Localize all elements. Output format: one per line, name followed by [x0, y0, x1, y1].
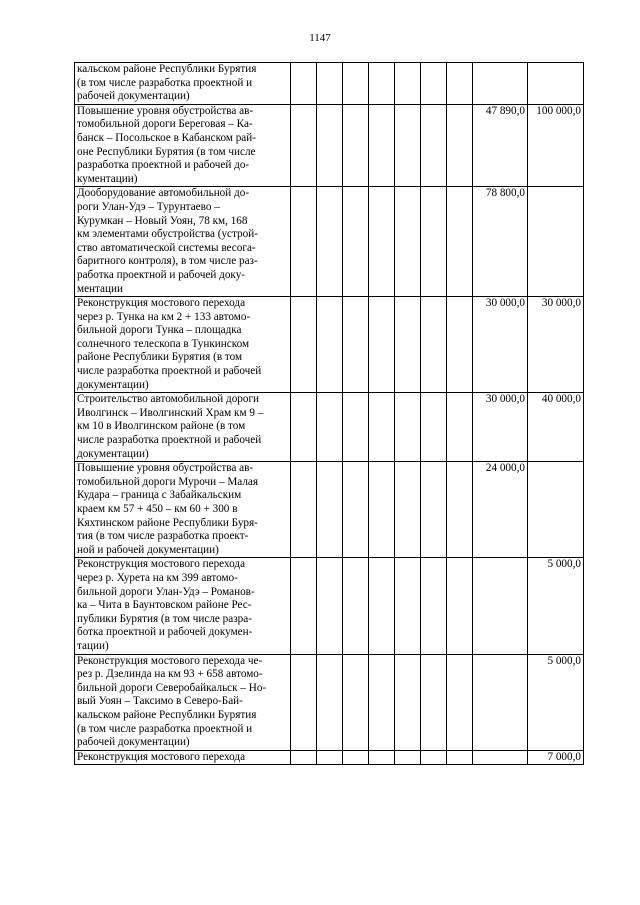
- amount-cell: [421, 187, 447, 297]
- amount-cell: [421, 654, 447, 750]
- budget-table: [74, 62, 584, 765]
- amount-cell: [447, 297, 473, 393]
- table-row: [75, 393, 584, 462]
- amount-cell: [528, 63, 584, 105]
- project-name-cell: Реконструкция мостового перехода че- рез р. Дзелинда на км 93 + 658 автомо- бильной дороги Северобайкальск – Но- вый Уоян – Таксимо в Северо-Бай- кальском районе Республики Бурятия (в том числе разработка проектной и рабочей документации): [75, 654, 291, 750]
- amount-cell: [421, 750, 447, 765]
- amount-cell: [447, 393, 473, 462]
- amount-cell: 30 000,0: [473, 297, 528, 393]
- amount-cell: 30 000,0: [473, 393, 528, 462]
- amount-cell: 40 000,0: [528, 393, 584, 462]
- amount-cell: [369, 750, 395, 765]
- amount-cell: [421, 462, 447, 558]
- amount-cell: [317, 63, 343, 105]
- amount-cell: [343, 654, 369, 750]
- amount-cell: [343, 462, 369, 558]
- project-name-cell: Реконструкция мостового перехода: [75, 750, 291, 765]
- amount-cell: [421, 63, 447, 105]
- amount-cell: [369, 187, 395, 297]
- amount-cell: [343, 558, 369, 654]
- amount-cell: [369, 654, 395, 750]
- project-name-cell: Строительство автомобильной дороги Иволгинск – Иволгинский Храм км 9 – км 10 в Иволгинском районе (в том числе разработка проектной и рабочей документации): [75, 393, 291, 462]
- amount-cell: [473, 558, 528, 654]
- amount-cell: [317, 104, 343, 187]
- amount-cell: [291, 393, 317, 462]
- amount-cell: [395, 63, 421, 105]
- table-row: [75, 297, 584, 393]
- amount-cell: [291, 654, 317, 750]
- amount-cell: [421, 558, 447, 654]
- amount-cell: [421, 297, 447, 393]
- amount-cell: [369, 393, 395, 462]
- amount-cell: [317, 462, 343, 558]
- amount-cell: [317, 750, 343, 765]
- amount-cell: [395, 750, 421, 765]
- amount-cell: 47 890,0: [473, 104, 528, 187]
- amount-cell: [395, 187, 421, 297]
- amount-cell: [291, 558, 317, 654]
- amount-cell: [395, 462, 421, 558]
- project-name-cell: Дооборудование автомобильной до- роги Улан-Удэ – Турунтаево – Курумкан – Новый Уоян, 78 км, 168 км элементами обустройства (устрой- ство автоматической системы весога- баритного контроля), в том числе раз- работка проектной и рабочей доку- ментации: [75, 187, 291, 297]
- table-row: [75, 750, 584, 765]
- amount-cell: [447, 187, 473, 297]
- amount-cell: [343, 297, 369, 393]
- amount-cell: [369, 558, 395, 654]
- amount-cell: [395, 654, 421, 750]
- amount-cell: [291, 297, 317, 393]
- amount-cell: [343, 187, 369, 297]
- page-number: 1147: [309, 32, 331, 44]
- amount-cell: [395, 297, 421, 393]
- amount-cell: [447, 462, 473, 558]
- amount-cell: [317, 558, 343, 654]
- amount-cell: 7 000,0: [528, 750, 584, 765]
- amount-cell: [369, 297, 395, 393]
- amount-cell: [317, 187, 343, 297]
- amount-cell: [291, 750, 317, 765]
- table-row: [75, 558, 584, 654]
- amount-cell: [473, 750, 528, 765]
- amount-cell: [317, 393, 343, 462]
- amount-cell: [473, 63, 528, 105]
- amount-cell: 100 000,0: [528, 104, 584, 187]
- amount-cell: [291, 462, 317, 558]
- amount-cell: [343, 750, 369, 765]
- amount-cell: 78 800,0: [473, 187, 528, 297]
- project-name-cell: Реконструкция мостового перехода через р. Хурета на км 399 автомо- бильной дороги Улан-Удэ – Романов- ка – Чита в Баунтовском районе Рес- публики Бурятия (в том числе разра- ботка проектной и рабочей докумен- тации): [75, 558, 291, 654]
- project-name-cell: Повышение уровня обустройства ав- томобильной дороги Мурочи – Малая Кудара – граница с Забайкальским краем км 57 + 450 – км 60 + 300 в Кяхтинском районе Республики Буря- тия (в том числе разработка проект- ной и рабочей документации): [75, 462, 291, 558]
- amount-cell: [343, 393, 369, 462]
- amount-cell: [447, 104, 473, 187]
- amount-cell: [369, 104, 395, 187]
- amount-cell: [447, 558, 473, 654]
- amount-cell: [291, 63, 317, 105]
- amount-cell: [528, 462, 584, 558]
- amount-cell: 24 000,0: [473, 462, 528, 558]
- amount-cell: [291, 187, 317, 297]
- amount-cell: [421, 393, 447, 462]
- amount-cell: 5 000,0: [528, 654, 584, 750]
- table-row: [75, 63, 584, 105]
- amount-cell: [447, 654, 473, 750]
- table-row: [75, 462, 584, 558]
- amount-cell: [291, 104, 317, 187]
- amount-cell: [395, 393, 421, 462]
- project-name-cell: Реконструкция мостового перехода через р. Тунка на км 2 + 133 автомо- бильной дороги Тунка – площадка солнечного телескопа в Тункинском районе Республики Бурятия (в том числе разработка проектной и рабочей документации): [75, 297, 291, 393]
- amount-cell: [395, 558, 421, 654]
- amount-cell: 30 000,0: [528, 297, 584, 393]
- amount-cell: [473, 654, 528, 750]
- amount-cell: [343, 63, 369, 105]
- amount-cell: [369, 462, 395, 558]
- amount-cell: [447, 63, 473, 105]
- project-name-cell: кальском районе Республики Бурятия (в том числе разработка проектной и рабочей документации): [75, 63, 291, 105]
- amount-cell: [421, 104, 447, 187]
- amount-cell: 5 000,0: [528, 558, 584, 654]
- amount-cell: [343, 104, 369, 187]
- table-row: [75, 654, 584, 750]
- table-row: [75, 187, 584, 297]
- amount-cell: [395, 104, 421, 187]
- amount-cell: [317, 297, 343, 393]
- project-name-cell: Повышение уровня обустройства ав- томобильной дороги Береговая – Ка- банск – Посольское в Кабанском рай- оне Республики Бурятия (в том числе разработка проектной и рабочей до- кументации): [75, 104, 291, 187]
- amount-cell: [528, 187, 584, 297]
- amount-cell: [369, 63, 395, 105]
- amount-cell: [317, 654, 343, 750]
- amount-cell: [447, 750, 473, 765]
- table-row: [75, 104, 584, 187]
